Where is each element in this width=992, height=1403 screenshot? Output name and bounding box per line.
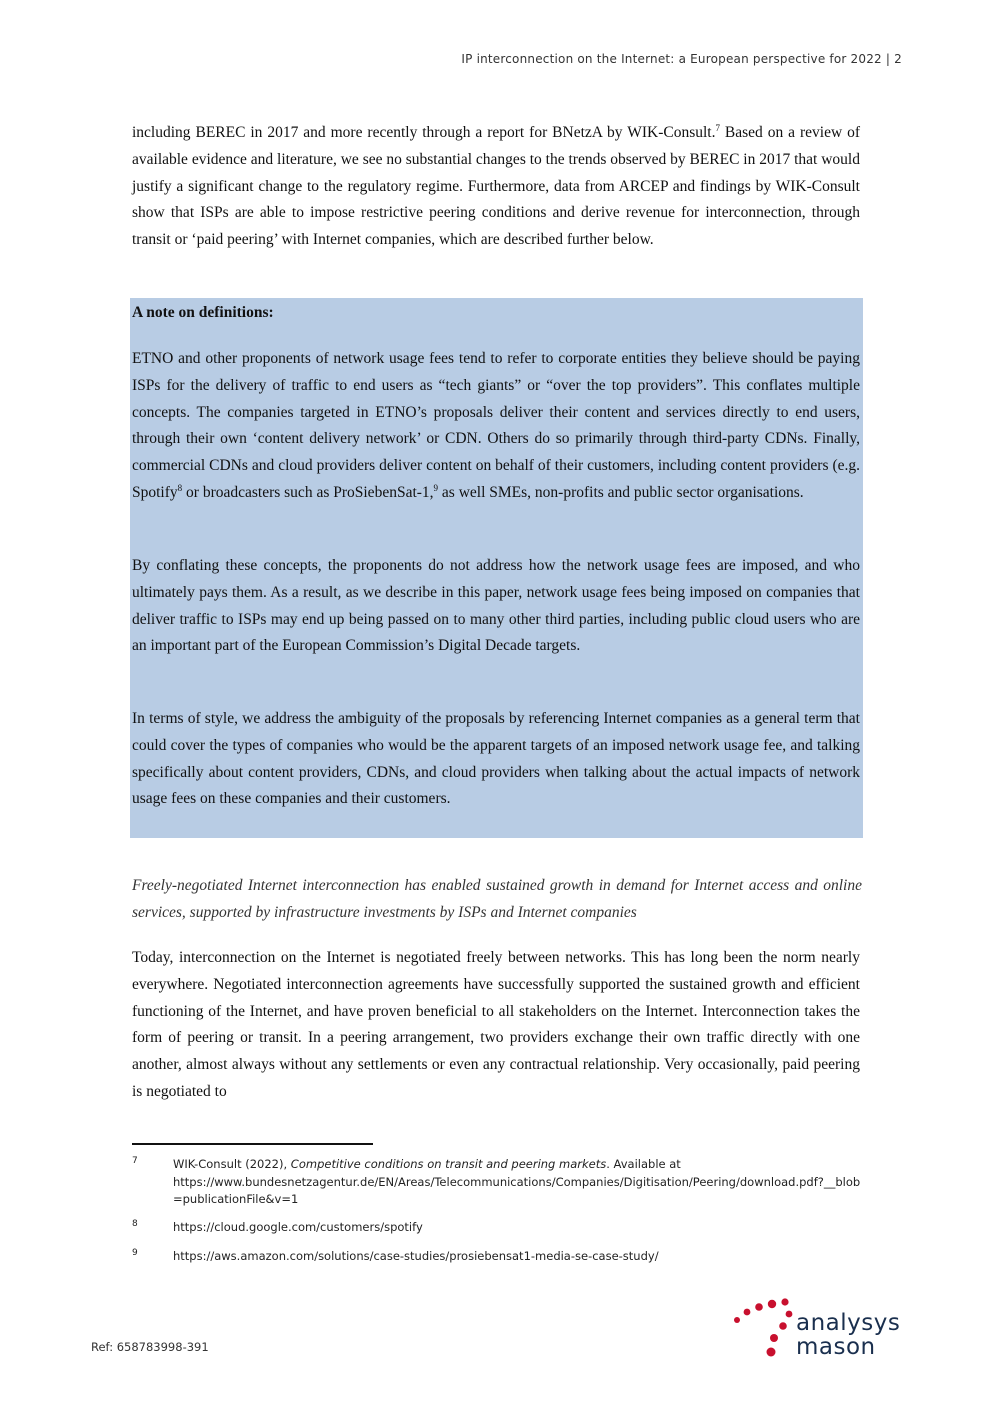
intro-paragraph xyxy=(132,120,860,254)
footnote-8 xyxy=(132,1219,862,1237)
logo-text-analysys: analysys xyxy=(796,1310,901,1336)
note-p1-text-b: or broadcasters such as ProSiebenSat-1, xyxy=(182,483,434,501)
running-header: IP interconnection on the Internet: a European perspective for 2022 | 2 xyxy=(461,52,902,66)
footnote-link[interactable]: https://www.bundesnetzagentur.de/EN/Areas/Telecommunications/Companies/Digitisation/Peering/download.pdf?__blob=publicationFile&v=1 xyxy=(173,1174,861,1206)
footnote-number: 8 xyxy=(132,1219,138,1229)
footnote-ref-8[interactable]: 8 xyxy=(177,482,183,493)
footnote-9 xyxy=(132,1248,862,1266)
footnote-number: 9 xyxy=(132,1248,138,1258)
footnote-ref-9[interactable]: 9 xyxy=(433,482,439,493)
footnote-7 xyxy=(132,1156,862,1210)
body-paragraph-2: Today, interconnection on the Internet is negotiated freely between networks. This has long been the norm nearly everywhere. Negotiated interconnection agreements have successfully supported the sustained growth and efficient functioning of the Internet, and have proven beneficial to all stakeholders on the Internet. Interconnection takes the form of peering or transit. In a peering arrangement, two providers exchange their own traffic directly with one another, almost always without any settlements or even any contractual relationship. Very occasionally, paid peering is negotiated to xyxy=(132,949,860,1100)
note-paragraph-3: In terms of style, we address the ambiguity of the proposals by referencing Internet companies as a general term that could cover the types of companies who would be the apparent targets of an imposed network usage fee, and talking specifically about content providers, CDNs, and cloud providers when talking about the actual impacts of network usage fees on these companies and their customers. xyxy=(132,710,860,808)
note-paragraph-2: By conflating these concepts, the proponents do not address how the network usage fees are imposed, and who ultimately pays them. As a result, as we describe in this paper, network usage fees being imposed on companies that deliver traffic to ISPs may end up being passed on to many other third parties, including public cloud users who are an important part of the European Commission’s Digital Decade targets. xyxy=(132,557,860,655)
footnote-link[interactable]: https://aws.amazon.com/solutions/case-studies/prosiebensat1-media-se-case-study/ xyxy=(173,1249,659,1263)
footnote-title: Competitive conditions on transit and peering markets xyxy=(290,1157,607,1171)
footnote-text xyxy=(173,1156,861,1209)
footnote-ref-7[interactable]: 7 xyxy=(715,122,720,133)
section-subheading: Freely-negotiated Internet interconnection has enabled sustained growth in demand for Internet access and online services, supported by infrastructure investments by ISPs and Internet companies xyxy=(132,877,862,921)
footnote-prefix: WIK-Consult (2022), xyxy=(173,1157,291,1171)
footnote-suffix: . Available at xyxy=(606,1157,681,1171)
intro-text-part1: including BEREC in 2017 and more recently through a report for BNetzA by WIK-Consult. xyxy=(132,124,716,141)
analysys-mason-logo xyxy=(733,1298,913,1358)
note-p1-text-a: ETNO and other proponents of network usage fees tend to refer to corporate entities they believe should be paying ISPs for the delivery of traffic to end users as “tech giants” or “over the top providers”. This conflates multiple concepts. The companies targeted in ETNO’s proposals deliver their content and services directly to end users, through their own ‘content delivery network’ or CDN. Others do so primarily through third-party CDNs. Finally, commercial CDNs and cloud providers deliver content on behalf of their customers, including content providers (e.g. Spotify xyxy=(132,350,860,501)
footnote-link[interactable]: https://cloud.google.com/customers/spotify xyxy=(173,1220,423,1234)
note-p1-text-c: as well SMEs, non-profits and public sector organisations. xyxy=(438,483,804,501)
logo-dots-icon xyxy=(733,1298,795,1358)
footnote-number: 7 xyxy=(132,1156,138,1166)
definitions-note-box xyxy=(130,298,863,838)
logo-text-mason: mason xyxy=(796,1334,876,1360)
note-paragraph-1 xyxy=(132,346,860,507)
document-reference: Ref: 658783998-391 xyxy=(91,1340,209,1354)
intro-text-part2: Based on a review of available evidence and literature, we see no substantial changes to the trends observed by BEREC in 2017 that would justify a significant change to the regulatory regime. Furthermore, data from ARCEP and findings by WIK-Consult show that ISPs are able to impose restrictive peering conditions and derive revenue for interconnection, through transit or ‘paid peering’ with Internet companies, which are described further below. xyxy=(132,124,860,249)
footnote-separator xyxy=(132,1143,373,1145)
note-title: A note on definitions: xyxy=(132,304,274,321)
